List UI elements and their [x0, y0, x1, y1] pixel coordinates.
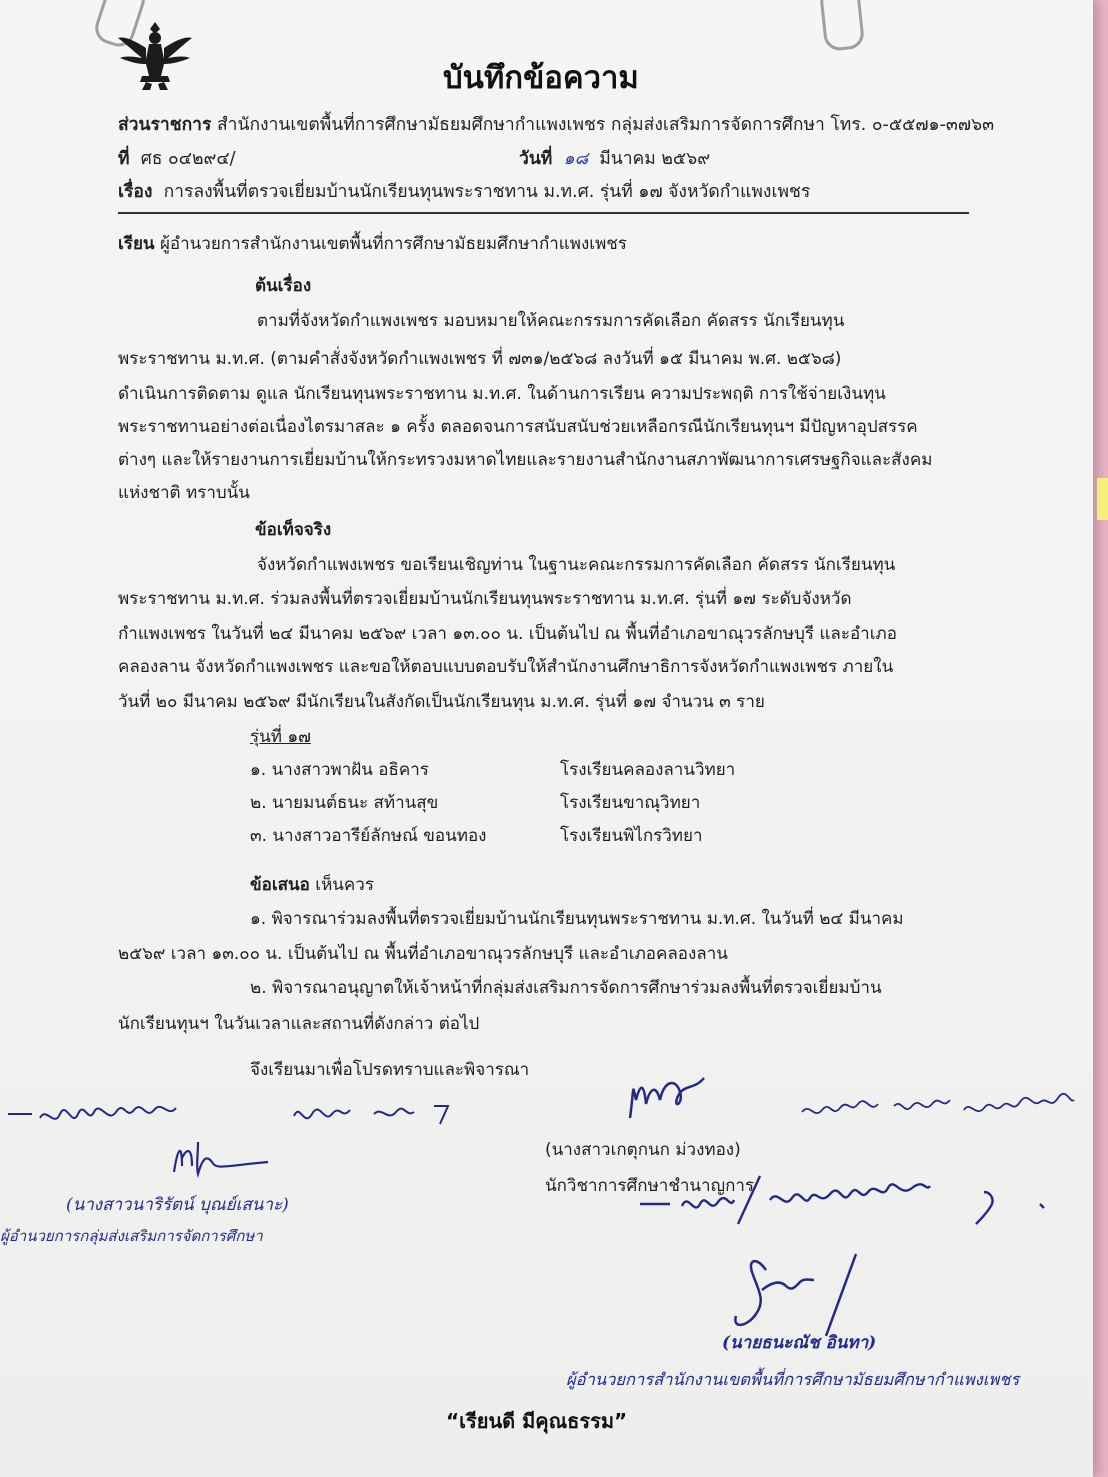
student-school: โรงเรียนขาณุวิทยา	[560, 793, 701, 813]
header-divider	[118, 212, 969, 214]
background-line: ดำเนินการติดตาม ดูแล นักเรียนทุนพระราชทาน ม.ท.ศ. ในด้านการเรียน ความประพฤติ การใช้จ่ายเงินทุน	[118, 384, 886, 404]
facts-line: กำแพงเพชร ในวันที่ ๒๔ มีนาคม ๒๕๖๙ เวลา ๑๓.๐๐ น. เป็นต้นไป ณ พื้นที่อำเภอขาณุวรลักษบุรี และอำเภอ	[118, 624, 897, 644]
proposal-heading-suffix: เห็นควร	[315, 875, 374, 895]
group-head-name: (นางสาวนาริรัตน์ บุณย์เสนาะ)	[66, 1195, 289, 1215]
date-day-handwritten: ๑๘	[563, 149, 589, 169]
proposal-line: ๑. พิจารณาร่วมลงพื้นที่ตรวจเยี่ยมบ้านนักเรียนทุนพระราชทาน ม.ท.ศ. ในวันที่ ๒๔ มีนาคม	[250, 909, 904, 929]
student-name: ๓. นางสาวอารีย์ลักษณ์ ขอนทอง	[250, 826, 487, 846]
department-value: สำนักงานเขตพื้นที่การศึกษามัธยมศึกษากำแพงเพชร กลุ่มส่งเสริมการจัดการศึกษา โทร. ๐-๕๕๗๑-๓๗๖๓	[216, 115, 995, 135]
director-name: (นายธนะณัช อินทา)	[722, 1333, 877, 1353]
department-label: ส่วนราชการ	[118, 115, 212, 135]
officer-title: นักวิชาการศึกษาชำนาญการ	[545, 1176, 755, 1196]
department-row	[118, 110, 994, 138]
background-line: พระราชทาน ม.ท.ศ. (ตามคำสั่งจังหวัดกำแพงเพชร ที่ ๗๓๑/๒๕๖๘ ลงวันที่ ๑๕ มีนาคม พ.ศ. ๒๕๖๘)	[118, 349, 842, 369]
subject-value: การลงพื้นที่ตรวจเยี่ยมบ้านนักเรียนทุนพระราชทาน ม.ท.ศ. รุ่นที่ ๑๗ จังหวัดกำแพงเพชร	[163, 182, 811, 202]
facts-line: คลองลาน จังหวัดกำแพงเพชร และขอให้ตอบแบบตอบรับให้สำนักงานศึกษาธิการจังหวัดกำแพงเพชร ภายใน	[118, 657, 894, 677]
proposal-line: ๒. พิจารณาอนุญาตให้เจ้าหน้าที่กลุ่มส่งเสริมการจัดการศึกษาร่วมลงพื้นที่ตรวจเยี่ยมบ้าน	[250, 978, 882, 998]
proposal-line: ๒๕๖๙ เวลา ๑๓.๐๐ น. เป็นต้นไป ณ พื้นที่อำเภอขาณุวรลักษบุรี และอำเภอคลองลาน	[118, 944, 728, 964]
director-handwritten-order	[620, 1168, 1060, 1228]
cohort-label: รุ่นที่ ๑๗	[250, 727, 311, 747]
date-month-year: มีนาคม ๒๕๖๙	[599, 149, 711, 169]
background-line: ต่างๆ และให้รายงานการเยี่ยมบ้านให้กระทรวงมหาดไทยและรายงานสำนักงานสภาพัฒนาการเศรษฐกิจและสังคม	[118, 450, 933, 470]
student-name: ๑. นางสาวพาฝัน อธิคาร	[250, 760, 429, 780]
group-head-signature	[168, 1136, 278, 1180]
background-line: แห่งชาติ ทราบนั้น	[118, 483, 250, 503]
student-school: โรงเรียนพิไกรวิทยา	[560, 826, 703, 846]
subject-row	[118, 177, 810, 205]
subject-label: เรื่อง	[118, 182, 153, 202]
motto: “เรียนดี มีคุณธรรม”	[446, 1409, 628, 1433]
facts-line: พระราชทาน ม.ท.ศ. ร่วมลงพื้นที่ตรวจเยี่ยมบ้านนักเรียนทุนพระราชทาน ม.ท.ศ. รุ่นที่ ๑๗ ระดับจังหวัด	[118, 589, 852, 609]
sticky-note-tab	[1097, 478, 1108, 520]
group-head-title: ผู้อำนวยการกลุ่มส่งเสริมการจัดการศึกษา	[0, 1227, 263, 1245]
proposal-heading-row	[250, 871, 374, 898]
document-number-label: ที่	[118, 149, 130, 169]
document-number-value: ศธ ๐๔๒๙๔/	[140, 149, 236, 169]
background-line: พระราชทานอย่างต่อเนื่องไตรมาสละ ๑ ครั้ง ตลอดจนการสนับสนับช่วยเหลือกรณีนักเรียนทุนฯ มีปัญหาอุปสรรค	[118, 417, 918, 437]
handwritten-note-right	[798, 1086, 1098, 1126]
memo-title: บันทึกข้อความ	[443, 60, 639, 96]
date-label: วันที่	[519, 149, 553, 169]
proposal-line: นักเรียนทุนฯ ในวันเวลาและสถานที่ดังกล่าว ต่อไป	[118, 1014, 480, 1034]
officer-name: (นางสาวเกตุกนก ม่วงทอง)	[545, 1140, 741, 1160]
officer-signature	[620, 1070, 710, 1126]
closing-line: จึงเรียนมาเพื่อโปรดทราบและพิจารณา	[250, 1060, 530, 1080]
addressee-value: ผู้อำนวยการสำนักงานเขตพื้นที่การศึกษามัธยมศึกษากำแพงเพชร	[159, 234, 627, 254]
document-number-row	[118, 144, 235, 172]
handwritten-note-left	[4, 1092, 484, 1134]
proposal-heading: ข้อเสนอ	[250, 875, 310, 895]
student-school: โรงเรียนคลองลานวิทยา	[560, 760, 736, 780]
facts-heading: ข้อเท็จจริง	[255, 520, 332, 540]
background-line: ตามที่จังหวัดกำแพงเพชร มอบหมายให้คณะกรรมการคัดเลือก คัดสรร นักเรียนทุน	[257, 311, 845, 331]
background-heading: ต้นเรื่อง	[255, 276, 312, 296]
date-row	[519, 144, 710, 172]
director-signature	[726, 1250, 876, 1340]
facts-line: จังหวัดกำแพงเพชร ขอเรียนเชิญท่าน ในฐานะคณะกรรมการคัดเลือก คัดสรร นักเรียนทุน	[257, 555, 896, 575]
addressee-label: เรียน	[118, 234, 155, 254]
garuda-emblem-icon	[116, 18, 194, 92]
director-title: ผู้อำนวยการสำนักงานเขตพื้นที่การศึกษามัธยมศึกษากำแพงเพชร	[566, 1370, 1020, 1389]
addressee-row	[118, 230, 627, 257]
facts-line: วันที่ ๒๐ มีนาคม ๒๕๖๙ มีนักเรียนในสังกัดเป็นนักเรียนทุน ม.ท.ศ. รุ่นที่ ๑๗ จำนวน ๓ ราย	[118, 692, 765, 712]
student-name: ๒. นายมนต์ธนะ สท้านสุข	[250, 793, 439, 813]
